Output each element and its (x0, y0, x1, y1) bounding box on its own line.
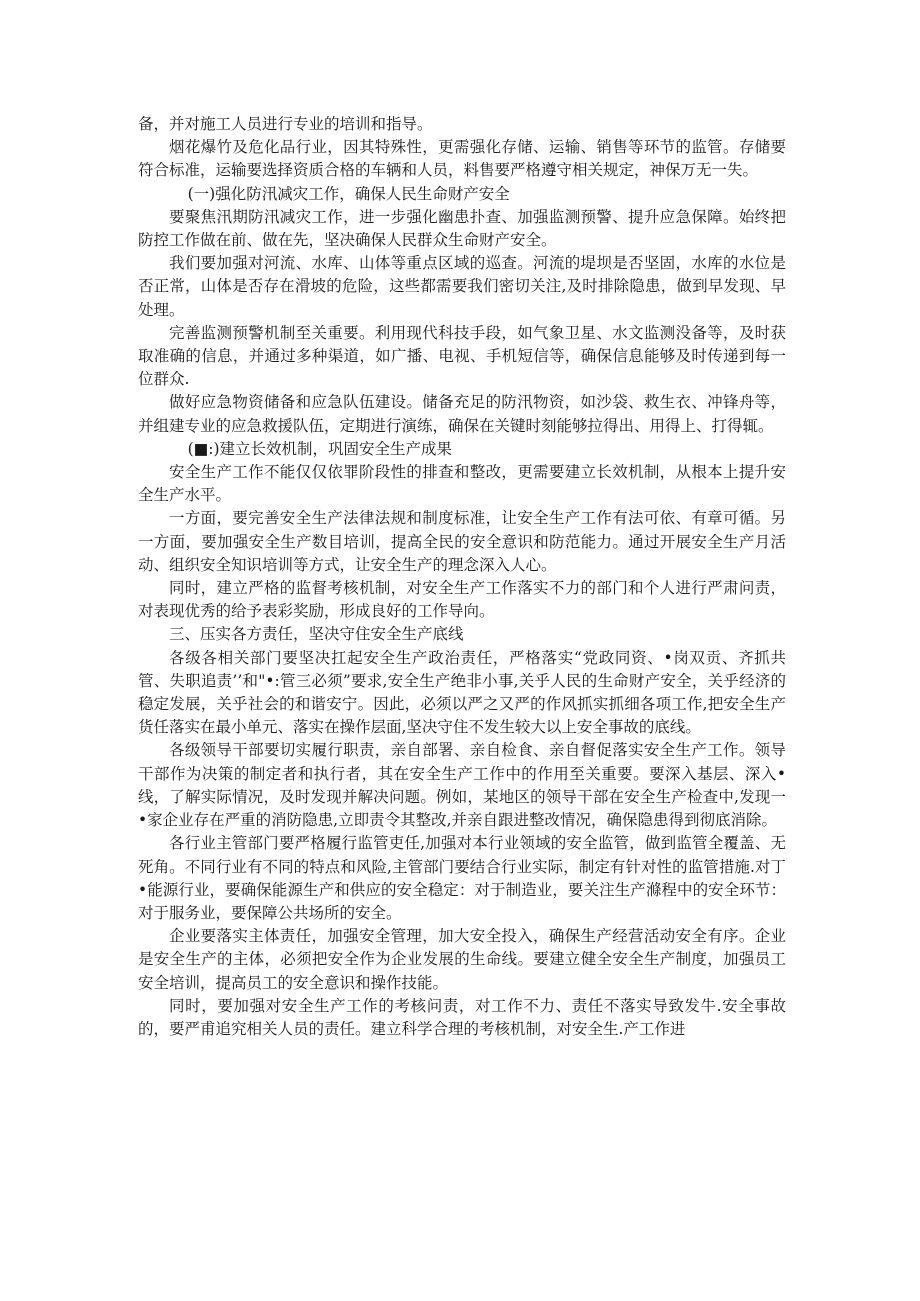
paragraph-leaders: 各级领导干部要切实履行职责，亲自部署、亲自检食、亲自督促落实安全生产工作。领导干部作为决策的制定者和执行者，其在安全生产工作中的作用至关重要。要深入基层、深入•线，了解实际情况，及时发现并解决问题。例如，某地区的领导干部在安全生产检查中,发现一•家企业存在严重的消防隐患,立即责令其整改,并亲自跟进整改情况，确保隐患得到彻底消除。 (138, 741, 786, 830)
section-heading-mechanism: (■:)建立长效机制，巩固安全生产成果 (187, 439, 453, 458)
paragraph-industry: 各行业主管部门要严格履行监管吏任,加强对本行业领域的安全监管，做到监管全覆盖、无死角。不同行业有不同的特点和风险,主管部门要结合行业实际，制定有针对性的监管措施.对丁•能源行业，要确保能源生产和供应的安全稳定：对于制造业，要关注生产滌程中的安全环节：对于服务业，要保障公共场所的安全。 (138, 834, 786, 922)
paragraph-fireworks: 烟花爆竹及危化品行业，因其特殊性，更需强化存储、运输、销售等环节的监管。存储要符合标准，运输要选择资质合格的车辆和人员，料售要严格遵守相关规定，神保万无一失。 (138, 138, 786, 180)
paragraph-enterprise: 企业要落实主体责任，加强安全管理，加大安全投入，确保生产经营活动安全有序。企业是安全生产的主体，必须把安全作为企业发展的生命线。要建立健全安全生产制度，加强员工安全培训，提高员工的安全意识和操作技能。 (138, 927, 786, 992)
paragraph-accountability: 同时，要加强对安全生产工作的考核问责，对工作不力、责任不落实导致发牛.安全事故的，要严甫追究相关人员的责任。建立科学合理的考核机制，对安全生.产工作进 (138, 996, 786, 1038)
paragraph-inspection: 我们要加强对河流、水库、山体等重点区域的巡查。河流的堤坝是否坚固，水库的水位是否正常，山体是否存在滑坡的危险，这些都需要我们密切关注,及时排除隐患，做到早发现、早处理。 (138, 254, 786, 319)
paragraph-emergency: 做好应急物资储备和应急队伍建设。储备充足的防汛物资，如沙袋、救生衣、冲锋舟等，并组建专业的应急救援队伍，定期进行演练，确保在关键时刻能够拉得出、用得上、打得辄。 (138, 393, 786, 435)
paragraph-political-duty: 各级各相关部门要坚决扛起安全生产政治责任，严格落实“党政同资、•岗双贡、齐抓共管、失职追责’’和"•:管三必须”要求,安全生产绝非小事,关乎人民的生命财产安全，关乎经济的稳定发展，关乎社会的和谐安宁。因此，必须以严之又严的作风抓实抓细各项工作,把安全生产货任落实在最小单元、落实在操作层面,坚决守住不发生较大以上安全事故的底线。 (138, 648, 786, 737)
paragraph-monitoring: 完善监测预警机制至关重要。利用现代科技手段，如气象卫星、水文监测没备等，及时获取准确的信息，并通过多种渠道，如广播、电视、手机短信等，确保信息能够及时传递到每一位群众. (138, 323, 786, 389)
paragraph-flood-focus: 要聚焦汛期防汛减灾工作，进一步强化幽患扑查、加强监测预警、提升应急保障。始终把防控工作做在前、做在先，坚决确保人民群众生命财产安全。 (138, 207, 786, 250)
paragraph-supervision: 同时，建立严格的监督考核机制，对安全生产工作落实不力的部门和个人进行严肃问责，对表现优秀的给予表彩奖励，形成良好的工作导向。 (138, 579, 786, 621)
document-body (138, 113, 786, 1041)
paragraph-long-term: 安全生产工作不能仅仅依罪阶段性的排查和整改，更需要建立长效机制，从根本上提升安全生产水平。 (138, 463, 786, 505)
section-heading-responsibility: 三、压实各方责任，坚决守住安全生产底线 (169, 625, 464, 644)
paragraph-laws: 一方面，要完善安全生产法律法规和制度标准，让安全生产工作有法可依、有章可循。另一方面，要加强安全生产数目培训，提高全民的安全意识和防范能力。通过开展安全生产月活动、组织安全知识培训等方式，让安全生产的理念深入人心。 (138, 509, 786, 574)
section-heading-flood: (一)强化防汛减灾工作，确保人民生命财产安全 (187, 184, 510, 203)
paragraph-continuation: 备，并对施工人员进行专业的培训和指导。 (138, 115, 433, 133)
